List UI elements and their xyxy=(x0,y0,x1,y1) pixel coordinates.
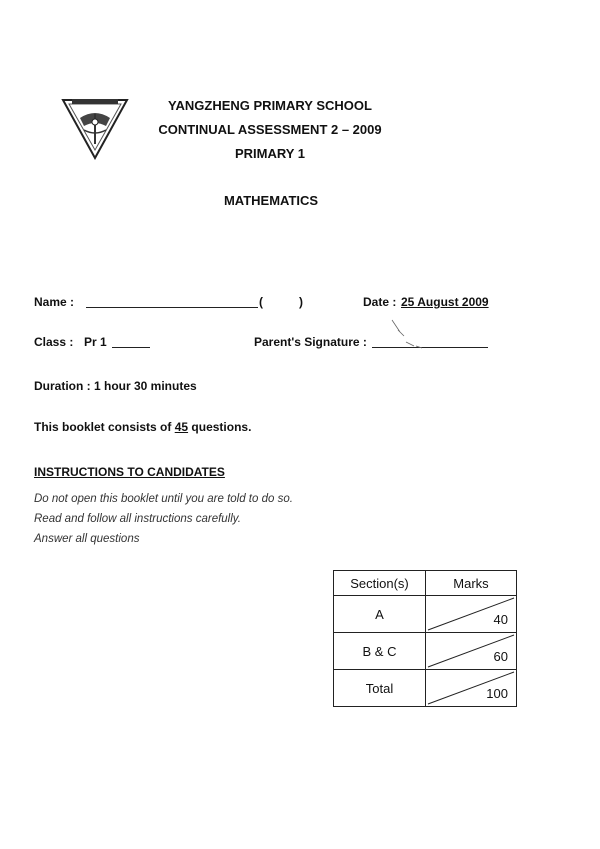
header-marks: Marks xyxy=(426,571,517,596)
marks-value: 60 xyxy=(493,649,508,664)
duration: Duration : 1 hour 30 minutes xyxy=(34,379,197,393)
name-field[interactable] xyxy=(86,307,258,308)
parent-signature-label: Parent's Signature : xyxy=(254,335,367,349)
school-name: YANGZHENG PRIMARY SCHOOL xyxy=(168,98,372,113)
booklet-info xyxy=(34,420,251,434)
assessment-title: CONTINUAL ASSESSMENT 2 – 2009 xyxy=(158,122,382,137)
section-cell: Total xyxy=(334,670,426,707)
section-cell: A xyxy=(334,596,426,633)
subject-title: MATHEMATICS xyxy=(223,193,319,208)
name-paren-open: ( xyxy=(259,295,263,309)
marks-value: 100 xyxy=(486,686,508,701)
booklet-suffix: questions. xyxy=(191,420,252,434)
name-paren-close: ) xyxy=(299,295,303,309)
class-value: Pr 1 xyxy=(84,335,107,349)
section-cell: B & C xyxy=(334,633,426,670)
signature-mark xyxy=(388,318,428,352)
name-label: Name : xyxy=(34,295,75,309)
instruction-line: Answer all questions xyxy=(34,533,140,545)
instructions-heading: INSTRUCTIONS TO CANDIDATES xyxy=(34,465,225,479)
instruction-line: Read and follow all instructions carefully. xyxy=(34,513,241,525)
marks-table xyxy=(333,570,517,707)
marks-cell xyxy=(426,596,517,633)
class-field[interactable] xyxy=(112,347,150,348)
question-count: 45 xyxy=(174,420,189,434)
date-value: 25 August 2009 xyxy=(401,295,489,309)
marks-value: 40 xyxy=(493,612,508,627)
instruction-line: Do not open this booklet until you are told to do so. xyxy=(34,493,293,505)
header-sections: Section(s) xyxy=(334,571,426,596)
class-label: Class : xyxy=(34,335,74,349)
booklet-prefix: This booklet consists of xyxy=(34,420,172,434)
date-label: Date : xyxy=(363,295,397,309)
marks-cell xyxy=(426,633,517,670)
level: PRIMARY 1 xyxy=(234,146,306,161)
marks-cell xyxy=(426,670,517,707)
